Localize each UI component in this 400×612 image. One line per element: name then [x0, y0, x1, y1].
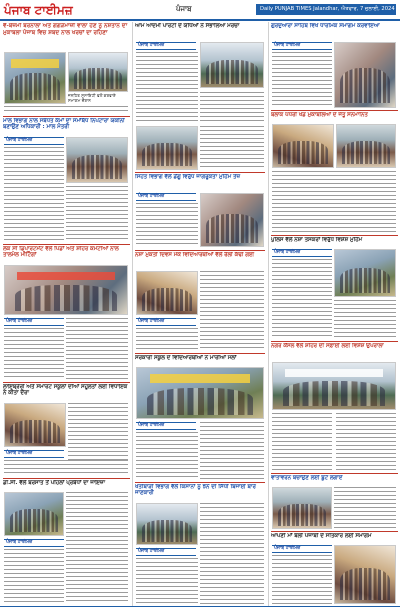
- byline-text: ਪੰਜਾਬ ਟਾਈਮਜ਼: [6, 319, 33, 324]
- headline-a5: ਡੀ.ਸੀ. ਵੱਲੋਂ ਬਰਸਾਤ ਤੋਂ ਪਹਿਲਾਂ ਪ੍ਰਬੰਧਾਂ ਦਾ ਜਾਇਜ਼ਾ: [3, 480, 106, 486]
- byline: [136, 193, 196, 201]
- byline-text: ਪੰਜਾਬ ਟਾਈਮਜ਼: [6, 138, 33, 143]
- body-text: [200, 126, 264, 170]
- byline-text: ਪੰਜਾਬ ਟਾਈਮਜ਼: [274, 250, 301, 255]
- article-separator: [135, 250, 265, 251]
- headline-a14: ਨਗਰ ਕੌਂਸਲ ਵੱਲੋਂ ਸ਼ਹਿਰ ਦੀ ਸਫ਼ਾਈ ਲਈ ਵਿਸ਼ੇਸ਼ ਉਪਰਾਲਾ: [271, 343, 384, 349]
- body-text: [272, 413, 332, 471]
- body-text: [68, 403, 128, 463]
- body-text: [272, 555, 332, 604]
- headline-a7: ਸਿਹਤ ਵਿਭਾਗ ਵੱਲੋਂ ਡੇਂਗੂ ਵਿਰੁੱਧ ਜਾਗਰੂਕਤਾ ਮੁਹਿੰਮ ਤੇਜ਼: [135, 174, 240, 180]
- body-text: [4, 460, 128, 476]
- headline-a1: ਵੈ-ਬੇਜ਼ਮੀ ਬਰਨਾਲਾ ਅਤੇ ਗਗੜੋਮਾਜ਼ੀ ਵਾਲਾ ਹੋਣ ਨੂੰ ਨਸ਼ਤਾਨ ਦਾ ਮੁਕਾਬਲਾ ਪੰਜਾਬ ਵਿਚ ਸ਼ਬਦ ਨਾਲ ਖਰਚਾਂ ਦਾ ਰਹਿਣਾ: [3, 23, 128, 36]
- news-photo: [272, 362, 396, 410]
- body-text: [136, 203, 198, 247]
- news-photo: [336, 124, 396, 168]
- article-separator: [3, 382, 130, 383]
- byline: [272, 545, 332, 553]
- article-separator: [3, 116, 130, 117]
- headline-a10: ਖੇਤੀਬਾੜੀ ਵਿਭਾਗ ਵੱਲੋਂ ਕਿਸਾਨਾਂ ਨੂੰ ਝੋਨੇ ਦੀ ਸਿੱਧੀ ਬਿਜਾਈ ਬਾਰੇ ਜਾਣਕਾਰੀ: [135, 484, 256, 497]
- news-photo: [136, 271, 198, 315]
- headline-a11: ਗੁਰਦੁਆਰਾ ਸਾਹਿਬ ਵਿਖੇ ਧਾਰਮਿਕ ਸਮਾਗਮ ਕਰਵਾਇਆ: [271, 23, 380, 29]
- news-photo: [334, 42, 396, 108]
- column-divider: [132, 22, 133, 606]
- body-text: [334, 300, 396, 339]
- masthead: [0, 0, 400, 20]
- article-separator: [3, 244, 130, 245]
- article-separator: [271, 531, 398, 532]
- byline-text: ਪੰਜਾਬ ਟਾਈਮਜ਼: [6, 451, 33, 456]
- news-photo: [136, 367, 264, 419]
- news-photo: [4, 492, 64, 536]
- byline-text: ਪੰਜਾਬ ਟਾਈਮਜ਼: [274, 43, 301, 48]
- news-photo: [4, 265, 128, 315]
- news-photo: [66, 137, 128, 183]
- photo-caption: ਜਨਹਿਤ ਸੁਸਾਇਟੀ ਵਲੋਂ ਕਰਵਾਏ ਸਮਾਗਮ ਦੌਰਾਨ: [68, 93, 116, 103]
- column-divider: [268, 22, 269, 606]
- headline-a16: ਆਪਣੀ ਮਾਂ ਬੋਲੀ ਪੰਜਾਬੀ ਦੇ ਸਤਿਕਾਰ ਲਈ ਸਮਾਗਮ: [271, 533, 372, 539]
- body-text: [66, 318, 128, 380]
- body-text: [200, 503, 264, 604]
- byline: [4, 318, 64, 326]
- body-text: [136, 558, 198, 604]
- body-text: [272, 52, 332, 108]
- headline-a15: ਵਾਤਾਵਰਨ ਬਚਾਉਣ ਲਈ ਬੂਟੇ ਲਗਾਏ: [271, 475, 343, 481]
- body-text: [200, 92, 264, 124]
- headline-a3: ਲੋਕ ਸੀ ਡਿਪਾਰਟਮੈਂਟ ਵੱਲੋਂ ਪਿੰਡਾਂ ਅਤੇ ਸ਼ਹਿਰ ਕਮੇਟੀਆਂ ਨਾਲ ਤਾਲਮੇਲ ਮੀਟਿੰਗਾਂ: [3, 246, 119, 259]
- section-title: ਪੰਜਾਬ: [176, 5, 192, 13]
- body-text: [4, 106, 128, 114]
- headline-a9: ਸਰਕਾਰੀ ਸਕੂਲ ਦੇ ਵਿਦਿਆਰਥੀਆਂ ਨੇ ਮਾਰੀਆਂ ਮੱਲਾਂ: [135, 355, 237, 361]
- byline: [272, 249, 332, 257]
- byline-text: ਪੰਜਾਬ ਟਾਈਮਜ਼: [138, 319, 165, 324]
- page-footer-rule: [0, 606, 400, 612]
- headline-a8: ਨਸ਼ਾ ਮੁਕਤੀ ਦਿਵਸ ਮੌਕੇ ਵਿਦਿਆਰਥੀਆਂ ਵੱਲੋਂ ਰੈਲੀ ਕੱਢੀ ਗਈ: [135, 252, 255, 258]
- byline: [4, 137, 64, 145]
- byline-text: ਪੰਜਾਬ ਟਾਈਮਜ਼: [6, 540, 33, 545]
- news-photo: [334, 249, 396, 297]
- byline-text: ਪੰਜਾਬ ਟਾਈਮਜ਼: [138, 194, 165, 199]
- news-photo: [272, 124, 334, 168]
- byline-text: ਪੰਜਾਬ ਟਾਈਮਜ਼: [138, 423, 165, 428]
- body-text: [336, 413, 396, 471]
- body-text: [4, 328, 64, 380]
- news-photo: [4, 52, 66, 104]
- body-text: [66, 186, 128, 242]
- body-text: [66, 492, 128, 604]
- article-separator: [271, 235, 398, 236]
- news-photo: [272, 487, 332, 529]
- headline-a6: ਆਮ ਆਦਮੀ ਪਾਰਟੀ ਦੇ ਯੋਧਿਆਂ ਨੇ ਸੰਭਾਲਿਆ ਮੋਰਚਾ: [135, 23, 240, 29]
- byline-text: ਪੰਜਾਬ ਟਾਈਮਜ਼: [138, 43, 165, 48]
- article-separator: [135, 482, 265, 483]
- byline: [272, 42, 332, 50]
- byline-text: ਪੰਜਾਬ ਟਾਈਮਜ਼: [138, 549, 165, 554]
- newspaper-logo: ਪੰਜਾਬ ਟਾਈਮਜ਼: [4, 3, 73, 17]
- news-photo: [136, 503, 198, 545]
- article-separator: [271, 110, 398, 111]
- body-text: [136, 432, 198, 480]
- body-text: [136, 328, 198, 351]
- byline: [136, 548, 196, 556]
- body-text: [4, 147, 64, 242]
- headline-a4: ਲਾਇਬ੍ਰੇਰੀ ਅਤੇ ਸਮਾਰਟ ਸਕੂਲਾਂ ਦੀਆਂ ਸਹੂਲਤਾਂ ਲਈ ਵਿਧਾਇਕ ਨੇ ਕੀਤਾ ਦੌਰਾ: [3, 384, 128, 397]
- body-text: [136, 52, 198, 124]
- article-separator: [3, 478, 130, 479]
- body-text: [272, 259, 332, 339]
- body-text: [4, 549, 64, 604]
- headline-a2: ਮਾਲ ਵਿਭਾਗ ਨਾਲ ਸਬੰਧਤ ਕੰਮਾਂ ਦਾ ਸਮਾਂਬੱਧ ਨਿਪਟਾਰਾ ਯਕੀਨੀ ਬਣਾਉਣ ਅਧਿਕਾਰੀ : ਮਾਲ ਮੰਤਰੀ: [3, 118, 125, 131]
- byline: [136, 422, 196, 430]
- date-strip: Daily PUNJAB TIMES Jalandhar, ਐਤਵਾਰ, 7 ਜੁਲਾਈ, 2024: [256, 4, 396, 15]
- byline-text: ਪੰਜਾਬ ਟਾਈਮਜ਼: [274, 546, 301, 551]
- body-text: [200, 422, 264, 480]
- byline: [136, 42, 196, 50]
- news-photo: [4, 403, 66, 447]
- byline: [4, 450, 64, 458]
- article-separator: [135, 353, 265, 354]
- masthead-rule: [0, 19, 400, 21]
- news-photo: [200, 42, 264, 88]
- headline-a12: ਬਲਾਕ ਪੱਧਰੀ ਖੇਡ ਮੁਕਾਬਲਿਆਂ ਦੇ ਜੇਤੂ ਸਨਮਾਨਿਤ: [271, 112, 368, 118]
- body-text: [200, 271, 264, 351]
- body-text: [272, 171, 396, 233]
- news-photo: [136, 126, 198, 170]
- article-separator: [271, 473, 398, 474]
- byline: [4, 539, 64, 547]
- article-separator: [135, 172, 265, 173]
- byline: [136, 318, 196, 326]
- news-photo: [200, 193, 264, 247]
- article-separator: [271, 341, 398, 342]
- news-photo: [68, 52, 128, 92]
- headline-a13: ਪੁਲਿਸ ਵੱਲੋਂ ਨਸ਼ਾ ਤਸਕਰਾਂ ਵਿਰੁੱਧ ਵਿਸ਼ੇਸ਼ ਮੁਹਿੰਮ: [271, 237, 363, 243]
- news-photo: [334, 545, 396, 604]
- body-text: [334, 487, 396, 529]
